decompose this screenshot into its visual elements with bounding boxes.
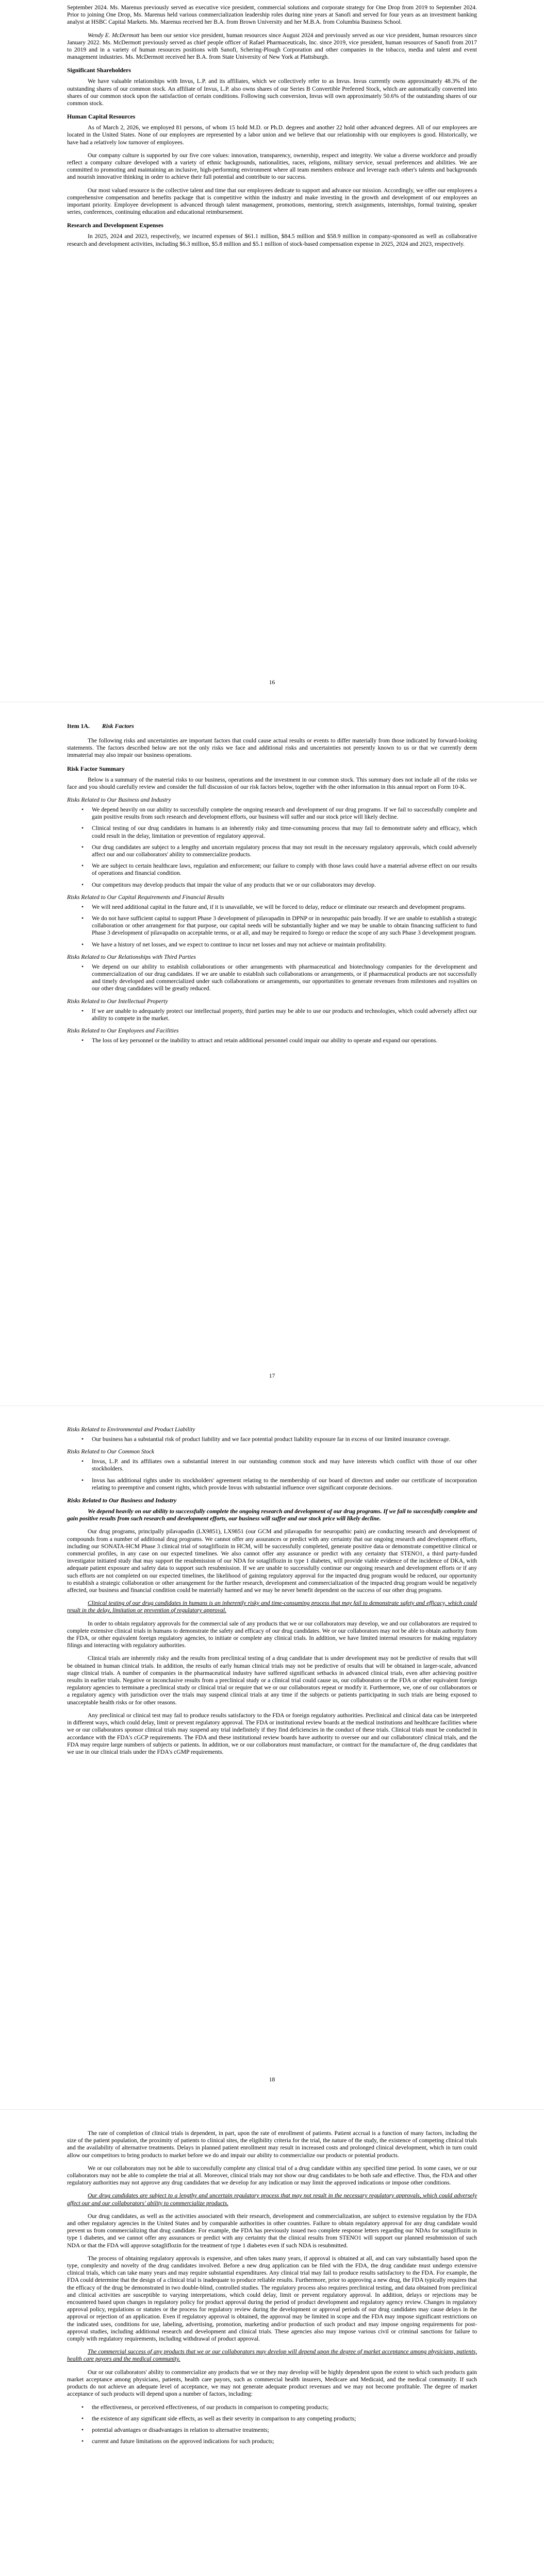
- list-item: • We will need additional capital in the future and, if it is unavailable, we will be forced to delay, reduce or eliminate our research and development programs.: [92, 904, 477, 911]
- approval-process-paragraph: The process of obtaining regulatory approvals is expensive, and often takes many years, if approval is obtained at all, and can vary substantially based upon the type, complexity and novelty of the drug candidates involved. Before a new drug application can be filed with the FDA, the drug candidate must undergo extensive clinical trials, which can take many years and may require substantial expenditures. Any clinical trial may fail to produce results satisfactory to the FDA. For example, the FDA could determine that the design of a clinical trial is inadequate to produce reliable results. Furthermore, prior to approving a new drug, the FDA typically requires that the efficacy of the drug be demonstrated in two double-blind, controlled studies. The regulatory process also requires preclinical testing, and data obtained from preclinical and clinical activities are susceptible to varying interpretations, which could delay, limit or prevent regulatory approval. In addition, delays or rejections may be encountered based upon changes in regulatory policy for product approval during the period of product development and regulatory agency review. Changes in regulatory approval policy, regulations or statutes or the process for regulatory review during the development or approval periods of our drug candidates may cause delays in the approval or rejection of an application. Even if regulatory approval is obtained, the approval may be limited in scope and the FDA may impose significant restrictions on the indicated uses, conditions for use, labeling, advertising, promotion, marketing and/or production of such product and may impose ongoing requirements for post-approval studies, including additional research and development and clinical trials. These agencies also may impose various civil or criminal sanctions for failure to comply with regulatory requirements, including withdrawal of product approval.: [67, 2255, 477, 2343]
- list-item: • Invus, L.P. and its affiliates own a substantial interest in our outstanding common stock and may have interests which conflict with those of our other stockholders.: [92, 1458, 477, 1472]
- clinical-testing-heading-text: Clinical testing of our drug candidates in humans is an inherently risky and time-consuming process that may fail to demonstrate safety and efficacy, which could result in the delay, limitation or prevention of regulatory approval.: [67, 1600, 477, 1614]
- market-acceptance-paragraph: Our or our collaborators' ability to commercialize any products that we or they may develop will be highly dependent upon the extent to which such products gain market acceptance among physicians, patients, health care payors, such as commercial health insurers, Medicare and Medicaid, and the medical community. If such products do not achieve an adequate level of acceptance, we may not generate adequate product revenues and we may not become profitable. The degree of market acceptance of such products will depend upon a number of factors, including:: [67, 2368, 477, 2398]
- third-party-risks-list: [67, 963, 477, 993]
- page-divider: [0, 2109, 544, 2110]
- enrollment-paragraph: The rate of completion of clinical trials is dependent, in part, upon the rate of enrollment of patients. Patient accrual is a function of many factors, including the size of the patient population, the proximity of patients to clinical sites, the eligibility criteria for the trial, the nature of the study, the existence of competing clinical trials and the availability of alternative treatments. Delays in planned patient enrollment may result in increased costs and prolonged clinical development, which in turn could allow our competitors to bring products to market before we do and impair our ability to commercialize our products or potential products.: [67, 2130, 477, 2159]
- third-party-risks-heading: Risks Related to Our Relationships with Third Parties: [67, 953, 196, 960]
- market-acceptance-heading-text: The commercial success of any products that we or our collaborators may develop will depend upon the degree of market acceptance among physicians, patients, health care payors and the medical community.: [67, 2348, 477, 2363]
- marenus-bio: September 2024. Ms. Marenus previously served as executive vice president, commercial solutions and corporate strategy for One Drop from 2019 to September 2024. Prior to joining One Drop, Ms. Marenus held various commercialization leadership roles during nine years at Sanofi and served for four years as an investment banking analyst at HSBC Capital Markets. Ms. Marenus received her B.A. from Brown University and her M.B.A. from Columbia Business School.: [67, 4, 477, 26]
- culture-paragraph: Our company culture is supported by our five core values: innovation, transparency, ownership, respect and integrity. We value a diverse workforce and proudly reflect a company culture developed with a variety of ethnic backgrounds, nationalities, races, religions, military service, sexual preferences and abilities. We are committed to promoting and maintaining an inclusive, high-performing environment where all team members embrace and leverage each other's talents and backgrounds and nourish innovative thinking in order to achieve their full potential and contribute to our success.: [67, 151, 477, 181]
- rd-expenses-heading: Research and Development Expenses: [67, 222, 163, 229]
- rd-expenses-paragraph: In 2025, 2024 and 2023, respectively, we incurred expenses of $61.1 million, $84.5 million and $58.9 million in company-sponsored as well as collaborative research and development activities, including $6.3 million, $5.8 million and $5.1 million of stock-based compensation expense in 2025, 2024 and 2023, respectively.: [67, 233, 477, 247]
- research-risk-lead: We depend heavily on our ability to successfully complete the ongoing research and development of our drug programs. If we fail to successfully complete and gain positive results from such research and development efforts, our business will suffer and our stock price will likely decline.: [67, 1508, 477, 1522]
- page-16-content: [67, 4, 477, 253]
- list-item: • If we are unable to adequately protect our intellectual property, third parties may be able to use our products and technologies, which could adversely affect our ability to compete in the market.: [92, 1008, 477, 1022]
- list-item: • We do not have sufficient capital to support Phase 3 development of pilavapadin in DPNP or in neuropathic pain broadly. If we are unable to establish a strategic collaboration or other arrangement for that purpose, our capital needs will be substantially higher and we may be unable to obtain financing sufficient to fund Phase 3 development of pilavapadin on acceptable terms, or at all, and may be required to forego or reduce the scope of any such Phase 3 development program.: [92, 915, 477, 937]
- regulation-paragraph: Our drug candidates, as well as the activities associated with their research, development and commercialization, are subject to extensive regulation by the FDA and other regulatory agencies in the United States and by comparable authorities in other countries. Failure to obtain regulatory approval for any drug candidate would prevent us from commercializing that drug candidate. For example, the FDA has previously issued two complete response letters regarding our NDAs for sotagliflozin in type 1 diabetes, and we cannot offer any assurances or predict with any certainty that the clinical results from STENO1 will support our planned resubmission of such NDA or that the FDA will approve sotagliflozin for the treatment of type 1 diabetes even if such NDA is resubmitted.: [67, 2212, 477, 2249]
- risk-intro-paragraph: The following risks and uncertainties are important factors that could cause actual results or events to differ materially from those indicated by forward-looking statements. The factors described below are not the only risks we face and additional risks and uncertainties not presently known to us or that we currently deem immaterial may also impair our business operations.: [67, 737, 477, 759]
- page-number: 18: [269, 2076, 275, 2083]
- page-18-content: [67, 1426, 477, 1761]
- environmental-risks-list: [67, 1436, 477, 1443]
- item-title: Risk Factors: [102, 722, 134, 730]
- page-number: 16: [269, 679, 275, 686]
- list-item: • the existence of any significant side effects, as well as their severity in comparison to any competing products;: [92, 2415, 477, 2422]
- common-stock-risks-heading: Risks Related to Our Common Stock: [67, 1448, 155, 1455]
- risk-summary-heading: Risk Factor Summary: [67, 765, 125, 772]
- mcdermott-name: Wendy E. McDermott: [88, 31, 140, 39]
- business-risks-heading: Risks Related to Our Business and Industry: [67, 796, 171, 804]
- list-item: • Our business has a substantial risk of product liability and we face potential product liability exposure far in excess of our limited insurance coverage.: [92, 1436, 477, 1443]
- shareholders-paragraph: We have valuable relationships with Invus, L.P. and its affiliates, which we collectively refer to as Invus. Invus currently owns approximately 48.3% of the outstanding shares of our common stock. An affiliate of Invus, L.P. also owns shares of our Series B Convertible Preferred Stock, which are automatically converted into shares of our common stock upon the satisfaction of certain conditions. Following such conversion, Invus will own approximately 50.6% of the outstanding shares of our common stock.: [67, 78, 477, 107]
- ip-risks-list: [67, 1008, 477, 1022]
- list-item: • Clinical testing of our drug candidates in humans is an inherently risky and time-consuming process that may fail to demonstrate safety and efficacy, which could result in the delay, limitation or prevention of regulatory approval.: [92, 825, 477, 839]
- research-risk-paragraph: Our drug programs, principally pilavapadin (LX9851), LX9851 (our GCM and pilavapadin for neuropathic pain) are conducting research and development of compounds from a number of additional drug programs. We cannot offer any assurances or predict with any certainty that our ongoing research and development efforts, including our SONATA-HCM Phase 3 clinical trial of sotagliflozin in HCM, will be successfully completed, generate positive data or demonstrate competitive clinical or commercial profiles, in any case on our expected timelines. We also cannot offer any assurance or predict with any certainty that STENO1, a third party-funded investigator initiated study that may support the resubmission of our NDA for sotagliflozin in type 1 diabetes, will provide viable evidence of the incidence of DKA, with adequate patient exposure and safety data to support such resubmission. If we are unable to successfully continue our ongoing research and development efforts or if any such efforts are not completed on our expected timelines, the likelihood of gaining regulatory approval for the impacted drug program would be reduced, our opportunity to establish a strategic collaboration or other arrangement for the further research, development and commercialization of the impacted drug program would be negatively affected, our business and financial condition could be materially harmed and we may be never benefit dependent on the success of our other drug programs.: [67, 1528, 477, 1594]
- list-item: • Invus has additional rights under its stockholders' agreement relating to the membership of our board of directors and under our certificate of incorporation relating to preemptive and consent rights, which provide Invus with substantial influence over significant corporate decisions.: [92, 1477, 477, 1492]
- list-item: • current and future limitations on the approved indications for such products;: [92, 2438, 477, 2445]
- clinical-risk-paragraph: Clinical trials are inherently risky and the results from preclinical testing of a drug candidate that is under development may not be predictive of results that will be obtained in human clinical trials. In addition, the results of early human clinical trials may not be predictive of results that will be obtained in larger-scale, advanced stage clinical trials. A number of companies in the pharmaceutical industry have suffered significant setbacks in advanced clinical trials, even after achieving positive results in earlier trials. Negative or inconclusive results from a preclinical study or a clinical trial could cause us, our collaborators or the FDA or other equivalent foreign regulatory agencies to terminate a preclinical study or clinical trial or require that we or our collaborators repeat or modify it. Furthermore, we, one of our collaborators or a regulatory agency with jurisdiction over the trials may suspend clinical trials at any time if the subjects or patients participating in such trials are being exposed to unacceptable health risks or for other reasons.: [67, 1655, 477, 1706]
- page-17-content: [67, 722, 477, 1049]
- clinical-testing-heading: [67, 1600, 477, 1614]
- mcdermott-bio-text: has been our senior vice president, human resources since August 2024 and previously served as our vice president, human resources since January 2022. Ms. McDermott previously served as chief people officer of Rafael Pharmaceuticals, Inc. since 2019, vice president, human resources of Sanofi from 2017 to 2019 and in a variety of human resources positions with Sanofi, Schering-Plough Corporation and other companies in the tobacco, media and talent and event management industries. Ms. McDermott received her B.A. from State University of New York at Plattsburgh.: [67, 31, 477, 61]
- item-label: Item 1A.: [67, 722, 90, 730]
- environmental-risks-heading: Risks Related to Environmental and Product Liability: [67, 1426, 195, 1433]
- talent-paragraph: Our most valued resource is the collective talent and time that our employees dedicate to support and advance our mission. Accordingly, we offer our employees a comprehensive compensation and benefits package that is competitive within the industry and make investing in the growth and development of our employees an important priority. Employee development is advanced through talent management, promotions, mentoring, stretch assignments, internships, formal training, speaker series, conferences, continuing education and educational reimbursement.: [67, 187, 477, 216]
- ip-risks-heading: Risks Related to Our Intellectual Property: [67, 997, 168, 1005]
- employees-paragraph: As of March 2, 2026, we employed 81 persons, of whom 15 hold M.D. or Ph.D. degrees and another 22 hold other advanced degrees. All of our employees are located in the United States. None of our employees are represented by a labor union and we believe that our relationship with our employees is good. Historically, we have had a relatively low turnover of employees.: [67, 124, 477, 146]
- capital-risks-list: [67, 904, 477, 948]
- regulatory-heading: [67, 2192, 477, 2207]
- business-risks-list: [67, 806, 477, 889]
- clinical-approval-paragraph: In order to obtain regulatory approvals for the commercial sale of any products that we or our collaborators may develop, we and our collaborators are required to complete extensive clinical trials in humans to demonstrate the safety and efficacy of our drug candidates. We or our collaborators may not be able to obtain authority from the FDA, or other equivalent foreign regulatory agencies, to initiate or complete any clinical trials. In addition, we have limited internal resources for making regulatory filings and interacting with regulatory authorities.: [67, 1620, 477, 1649]
- completion-paragraph: We or our collaborators may not be able to successfully complete any clinical trial of a drug candidate within any specified time period. In some cases, we or our collaborators may not be able to complete the trial at all. Moreover, clinical trials may not show our drug candidates to be both safe and effective. Thus, the FDA and other regulatory authorities may not approve any drug candidates that we develop for any indication or may limit the approved indications or impose other conditions.: [67, 2164, 477, 2187]
- list-item: • Our drug candidates are subject to a lengthy and uncertain regulatory process that may not result in the necessary regulatory approvals, which could adversely affect our and our collaborators' ability to commercialize products.: [92, 844, 477, 858]
- list-item: • We have a history of net losses, and we expect to continue to incur net losses and may not achieve or maintain profitability.: [92, 941, 477, 948]
- list-item: • We depend on our ability to establish collaborations or other arrangements with pharmaceutical and biotechnology companies for the development and commercialization of our drug candidates. If we are unable to establish such collaborations or arrangements, or if pharmaceutical products are not successfully and timely developed and commercialized under such collaborations or arrangements, our opportunities to generate revenues from milestones and royalties on our other drug candidates will be greatly reduced.: [92, 963, 477, 993]
- regulatory-heading-text: Our drug candidates are subject to a lengthy and uncertain regulatory process that may not result in the necessary regulatory approvals, which could adversely affect our and our collaborators' ability to commercialize products.: [67, 2192, 477, 2207]
- page-divider: [0, 1405, 544, 1406]
- list-item: • We depend heavily on our ability to successfully complete the ongoing research and development of our drug programs. If we fail to successfully complete and gain positive results from such research and development efforts, our business will suffer and our stock price will likely decline.: [92, 806, 477, 821]
- risk-summary-paragraph: Below is a summary of the material risks to our business, operations and the investment in our common stock. This summary does not include all of the risks we face and you should carefully review and consider the full discussion of our risk factors below, together with the other information in this annual report on Form 10-K.: [67, 776, 477, 790]
- business-industry-risks-heading: Risks Related to Our Business and Industry: [67, 1497, 177, 1504]
- list-item: • The loss of key personnel or the inability to attract and retain additional personnel could impair our ability to operate and expand our operations.: [92, 1037, 477, 1044]
- page-number: 17: [269, 1372, 275, 1379]
- mcdermott-bio: [67, 32, 477, 61]
- list-item: • Our competitors may develop products that impair the value of any products that we or our collaborators may develop.: [92, 882, 477, 889]
- employee-risks-list: [67, 1037, 477, 1044]
- human-capital-heading: Human Capital Resources: [67, 113, 136, 121]
- employee-risks-heading: Risks Related to Our Employees and Facilities: [67, 1027, 179, 1035]
- acceptance-factors-list: [67, 2404, 477, 2446]
- market-acceptance-heading: [67, 2348, 477, 2363]
- capital-risks-heading: Risks Related to Our Capital Requirements and Financial Results: [67, 893, 224, 901]
- list-item: • potential advantages or disadvantages in relation to alternative treatments;: [92, 2427, 477, 2434]
- item-1a-heading: [67, 722, 477, 730]
- page-19-content: [67, 2130, 477, 2450]
- common-stock-risks-list: [67, 1458, 477, 1492]
- clinical-data-paragraph: Any preclinical or clinical test may fail to produce results satisfactory to the FDA or foreign regulatory authorities. Preclinical and clinical data can be interpreted in different ways, which could delay, limit or prevent regulatory approval. The FDA or institutional review boards at the medical institutions and healthcare facilities where we or our collaborators sponsor clinical trials may suspend any trial indefinitely if they find deficiencies in the conduct of these trials. Clinical trials must be conducted in accordance with the FDA's cGCP requirements. The FDA and these institutional review boards have authority to oversee our and our collaborators' clinical trials, and the FDA may require large numbers of subjects or patients. In addition, we or our collaborators must manufacture, or contract for the manufacture of, the drug candidates that we use in our clinical trials under the FDA's cGMP requirements.: [67, 1711, 477, 1755]
- list-item: • the effectiveness, or perceived effectiveness, of our products in comparison to competing products;: [92, 2404, 477, 2411]
- list-item: • We are subject to certain healthcare laws, regulation and enforcement; our failure to comply with those laws could have a material adverse effect on our results of operations and financial condition.: [92, 862, 477, 877]
- significant-shareholders-heading: Significant Shareholders: [67, 66, 131, 74]
